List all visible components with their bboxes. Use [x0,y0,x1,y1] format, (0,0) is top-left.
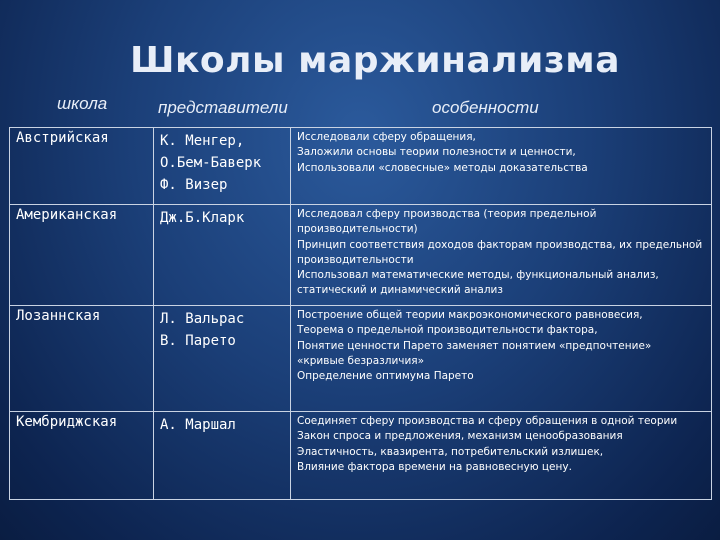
representatives-cell [154,205,291,306]
feature: Закон спроса и предложения, механизм ценообразования [297,430,623,443]
feature: Исследовали сферу обращения, [297,131,476,143]
table-row [10,412,712,500]
feature: Исследовал сферу производства (теория предельной производительности) [297,208,597,236]
table-header [0,92,720,122]
representatives-cell [154,128,291,205]
feature: Соединяет сферу производства и сферу обращения в одной теории [297,415,678,427]
features-cell [291,412,712,500]
feature: Эластичность, квазирента, потребительский излишек, [297,445,604,458]
slide-title: Школы маржинализма [129,40,621,81]
representatives-cell [154,306,291,412]
school-cell: Кембриджская [10,412,154,500]
schools-table [9,127,712,500]
table-row [10,205,712,306]
feature: «кривые безразличия» [297,354,425,367]
features-cell [291,205,712,306]
school-cell: Лозаннская [10,306,154,412]
header-features: особенности [432,98,539,117]
table-row [10,128,712,205]
feature: Теорема о предельной производительности фактора, [297,324,598,337]
feature: Использовали «словесные» методы доказательства [297,161,588,174]
feature: Влияние фактора времени на равновесную цену. [297,460,572,473]
representative: Л. Вальрас [160,311,245,327]
feature: Использовал математические методы, функциональный анализ, статический и динамический анализ [297,269,659,297]
representative: К. Менгер, [160,133,245,149]
representative: Ф. Визер [160,177,228,193]
feature: Построение общей теории макроэкономического равновесия, [297,309,643,321]
feature: Понятие ценности Парето заменяет понятием «предпочтение» [297,339,652,352]
school-cell: Австрийская [10,128,154,205]
features-cell [291,128,712,205]
feature: Принцип соответствия доходов факторам производства, их предельной производительности [297,238,703,266]
representatives-cell [154,412,291,500]
feature: Заложили основы теории полезности и ценности, [297,146,576,159]
school-cell: Американская [10,205,154,306]
header-representatives: представители [158,98,288,117]
representative: В. Парето [160,333,236,349]
feature: Определение оптимума Парето [297,370,474,383]
table-row [10,306,712,412]
header-school: школа [57,94,108,113]
representative: Дж.Б.Кларк [160,210,245,226]
representative: О.Бем-Баверк [160,155,262,171]
features-cell [291,306,712,412]
representative: А. Маршал [160,417,236,433]
